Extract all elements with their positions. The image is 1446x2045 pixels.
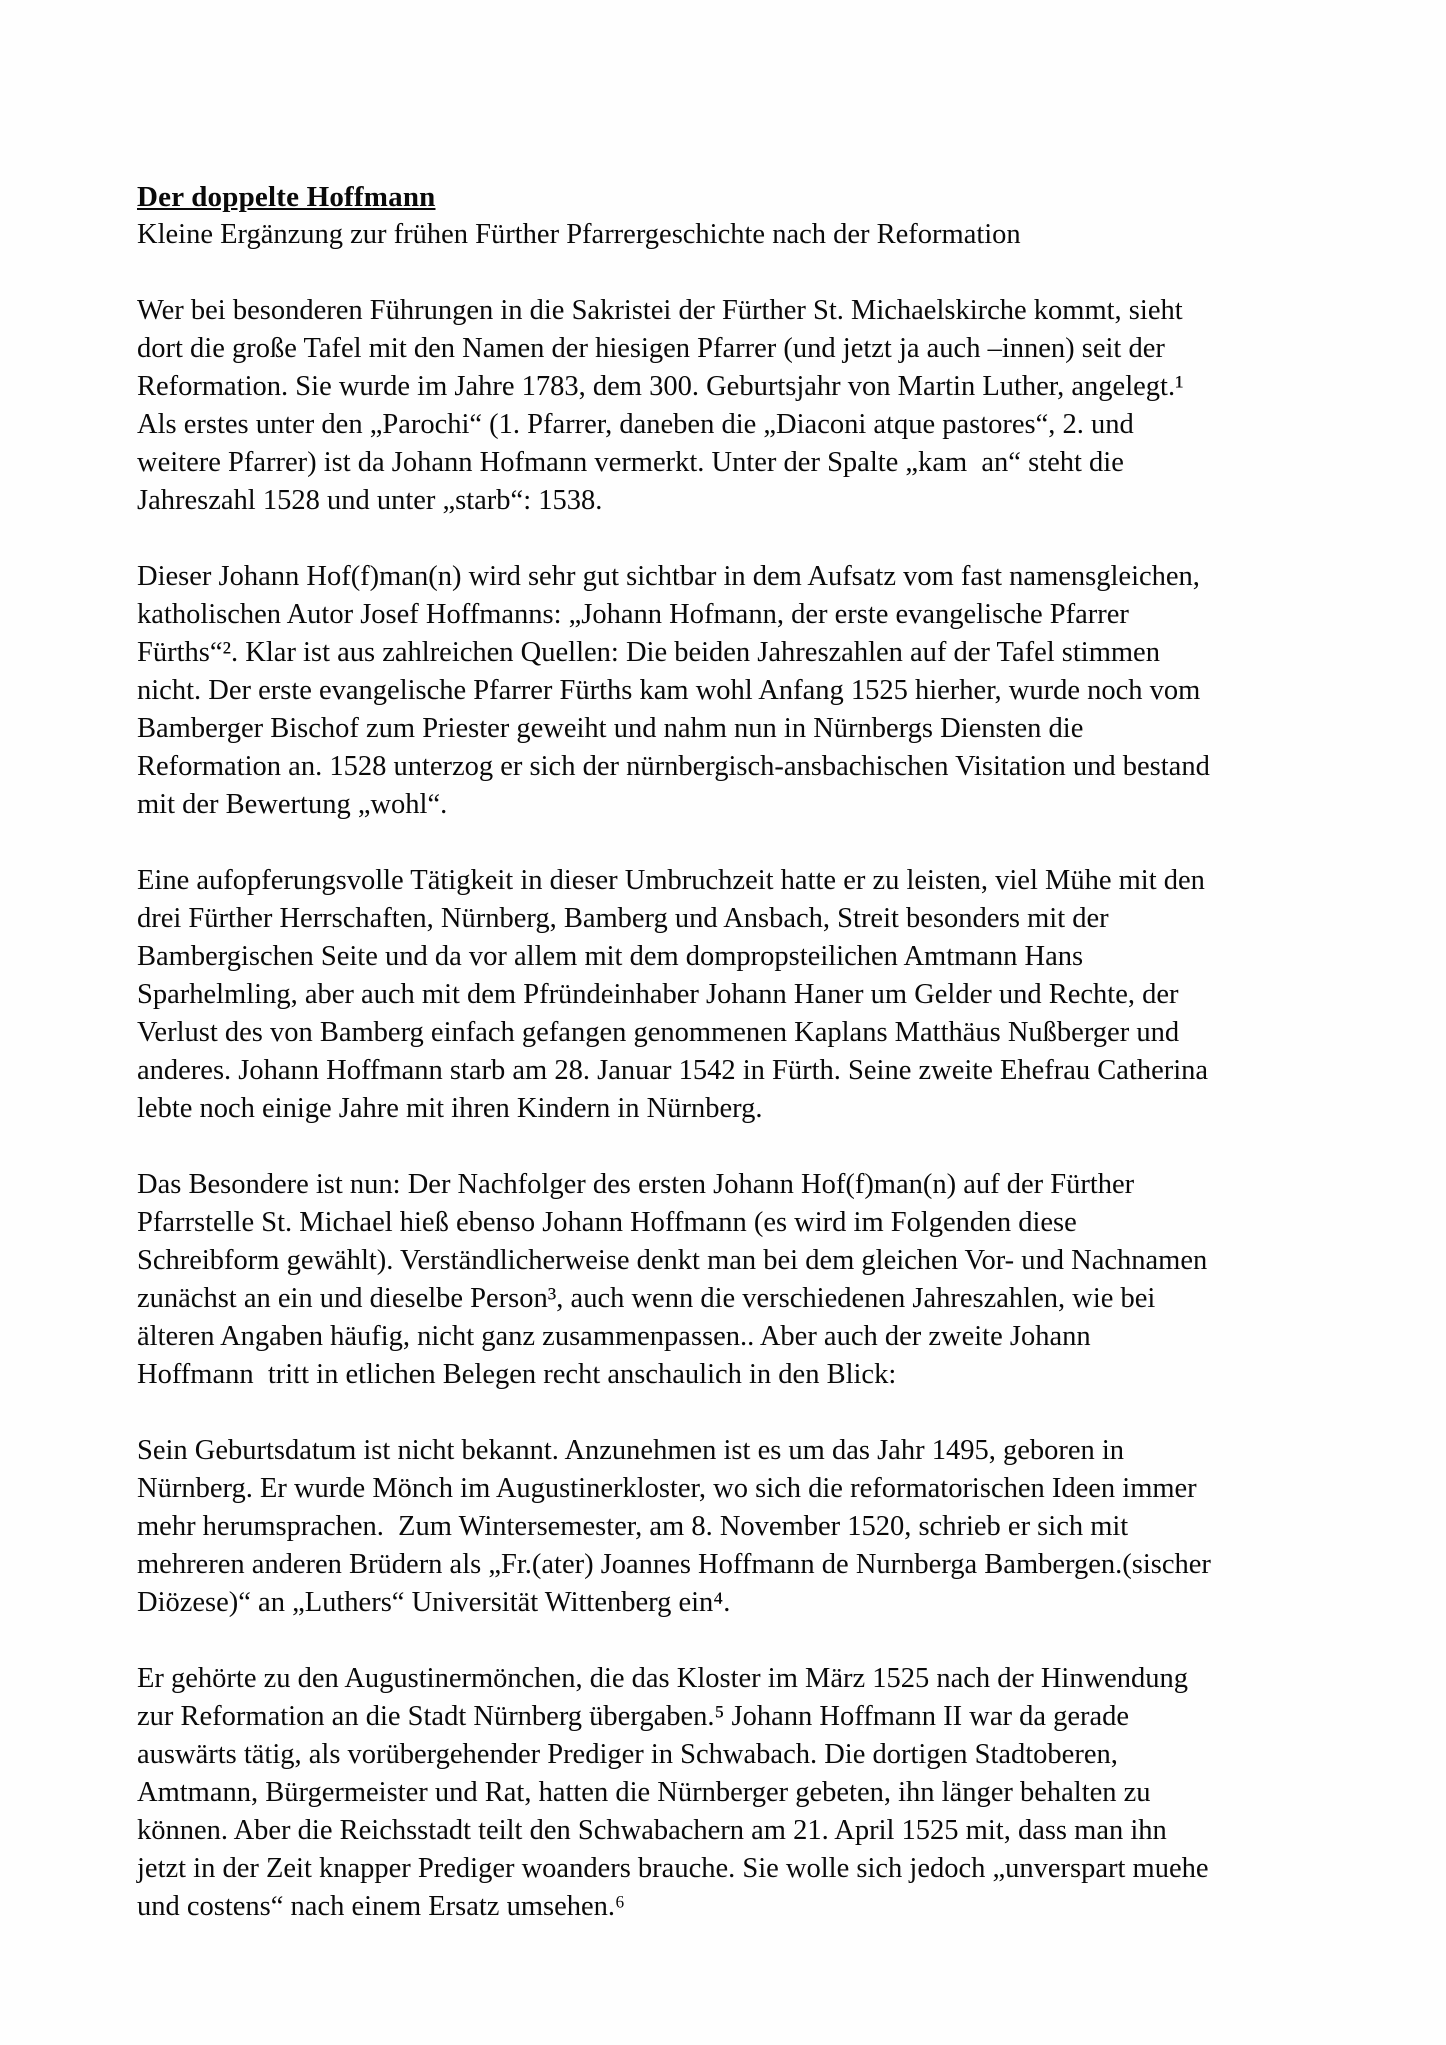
document-title: Der doppelte Hoffmann: [137, 181, 436, 213]
text-line: Dieser Johann Hof(f)man(n) wird sehr gut sichtbar in dem Aufsatz vom fast namensgleichen,: [137, 561, 1200, 592]
text-line: katholischen Autor Josef Hoffmanns: „Johann Hofmann, der erste evangelische Pfarrer: [137, 599, 1129, 630]
paragraph: [137, 1166, 1350, 1394]
text-line: drei Fürther Herrschaften, Nürnberg, Bamberg und Ansbach, Streit besonders mit der: [137, 903, 1109, 934]
text-line: können. Aber die Reichsstadt teilt den Schwabachern am 21. April 1525 mit, dass man ihn: [137, 1815, 1167, 1846]
text-line: zur Reformation an die Stadt Nürnberg übergaben.⁵ Johann Hoffmann II war da gerade: [137, 1701, 1130, 1732]
text-line: Als erstes unter den „Parochi“ (1. Pfarrer, daneben die „Diaconi atque pastores“, 2. und: [137, 409, 1134, 440]
text-line: auswärts tätig, als vorübergehender Prediger in Schwabach. Die dortigen Stadtoberen,: [137, 1739, 1118, 1770]
text-line: dort die große Tafel mit den Namen der hiesigen Pfarrer (und jetzt ja auch –innen) seit der: [137, 333, 1165, 364]
text-line: mehreren anderen Brüdern als „Fr.(ater) Joannes Hoffmann de Nurnberga Bambergen.(sischer: [137, 1549, 1211, 1580]
paragraph: [137, 862, 1350, 1128]
text-line: zunächst an ein und dieselbe Person³, auch wenn die verschiedenen Jahreszahlen, wie bei: [137, 1283, 1156, 1314]
text-line: Bambergischen Seite und da vor allem mit dem dompropsteilichen Amtmann Hans: [137, 941, 1084, 972]
text-line: nicht. Der erste evangelische Pfarrer Fürths kam wohl Anfang 1525 hierher, wurde noch vom: [137, 675, 1201, 706]
text-line: Pfarrstelle St. Michael hieß ebenso Johann Hoffmann (es wird im Folgenden diese: [137, 1207, 1077, 1238]
text-line: anderes. Johann Hoffmann starb am 28. Januar 1542 in Fürth. Seine zweite Ehefrau Catherina: [137, 1055, 1209, 1086]
document-body: [137, 292, 1350, 1926]
document-header: [137, 178, 1350, 254]
document-subtitle: Kleine Ergänzung zur frühen Fürther Pfarrergeschichte nach der Reformation: [137, 219, 1021, 250]
text-line: Reformation an. 1528 unterzog er sich der nürnbergisch-ansbachischen Visitation und bestand: [137, 751, 1210, 782]
text-line: mit der Bewertung „wohl“.: [137, 789, 448, 820]
text-line: Er gehörte zu den Augustinermönchen, die das Kloster im März 1525 nach der Hinwendung: [137, 1663, 1189, 1694]
text-line: Das Besondere ist nun: Der Nachfolger des ersten Johann Hof(f)man(n) auf der Fürther: [137, 1169, 1135, 1200]
text-line: Fürths“². Klar ist aus zahlreichen Quellen: Die beiden Jahreszahlen auf der Tafel stimmen: [137, 637, 1160, 668]
text-line: Bamberger Bischof zum Priester geweiht und nahm nun in Nürnbergs Diensten die: [137, 713, 1084, 744]
text-line: mehr herumsprachen. Zum Wintersemester, am 8. November 1520, schrieb er sich mit: [137, 1511, 1129, 1542]
text-line: jetzt in der Zeit knapper Prediger woanders brauche. Sie wolle sich jedoch „unverspart muehe: [137, 1853, 1209, 1884]
text-line: Reformation. Sie wurde im Jahre 1783, dem 300. Geburtsjahr von Martin Luther, angelegt.¹: [137, 371, 1184, 402]
text-line: Verlust des von Bamberg einfach gefangen genommenen Kaplans Matthäus Nußberger und: [137, 1017, 1180, 1048]
text-line: Schreibform gewählt). Verständlicherweise denkt man bei dem gleichen Vor- und Nachnamen: [137, 1245, 1208, 1276]
paragraph: [137, 558, 1350, 824]
paragraph: [137, 1432, 1350, 1622]
text-line: und costens“ nach einem Ersatz umsehen.⁶: [137, 1891, 625, 1922]
text-line: Sein Geburtsdatum ist nicht bekannt. Anzunehmen ist es um das Jahr 1495, geboren in: [137, 1435, 1125, 1466]
text-line: Nürnberg. Er wurde Mönch im Augustinerkloster, wo sich die reformatorischen Ideen immer: [137, 1473, 1197, 1504]
paragraph: [137, 292, 1350, 520]
text-line: Sparhelmling, aber auch mit dem Pfründeinhaber Johann Haner um Gelder und Rechte, der: [137, 979, 1179, 1010]
paragraph: [137, 1660, 1350, 1926]
text-line: Jahreszahl 1528 und unter „starb“: 1538.: [137, 485, 603, 516]
text-line: lebte noch einige Jahre mit ihren Kindern in Nürnberg.: [137, 1093, 763, 1124]
text-line: Wer bei besonderen Führungen in die Sakristei der Fürther St. Michaelskirche kommt, sieht: [137, 295, 1183, 326]
text-line: Eine aufopferungsvolle Tätigkeit in dieser Umbruchzeit hatte er zu leisten, viel Mühe mit den: [137, 865, 1205, 896]
text-line: Hoffmann tritt in etlichen Belegen recht anschaulich in den Blick:: [137, 1359, 897, 1390]
text-line: Diözese)“ an „Luthers“ Universität Wittenberg ein⁴.: [137, 1587, 731, 1618]
text-line: Amtmann, Bürgermeister und Rat, hatten die Nürnberger gebeten, ihn länger behalten zu: [137, 1777, 1151, 1808]
text-line: älteren Angaben häufig, nicht ganz zusammenpassen.. Aber auch der zweite Johann: [137, 1321, 1091, 1352]
text-line: weitere Pfarrer) ist da Johann Hofmann vermerkt. Unter der Spalte „kam an“ steht die: [137, 447, 1124, 478]
